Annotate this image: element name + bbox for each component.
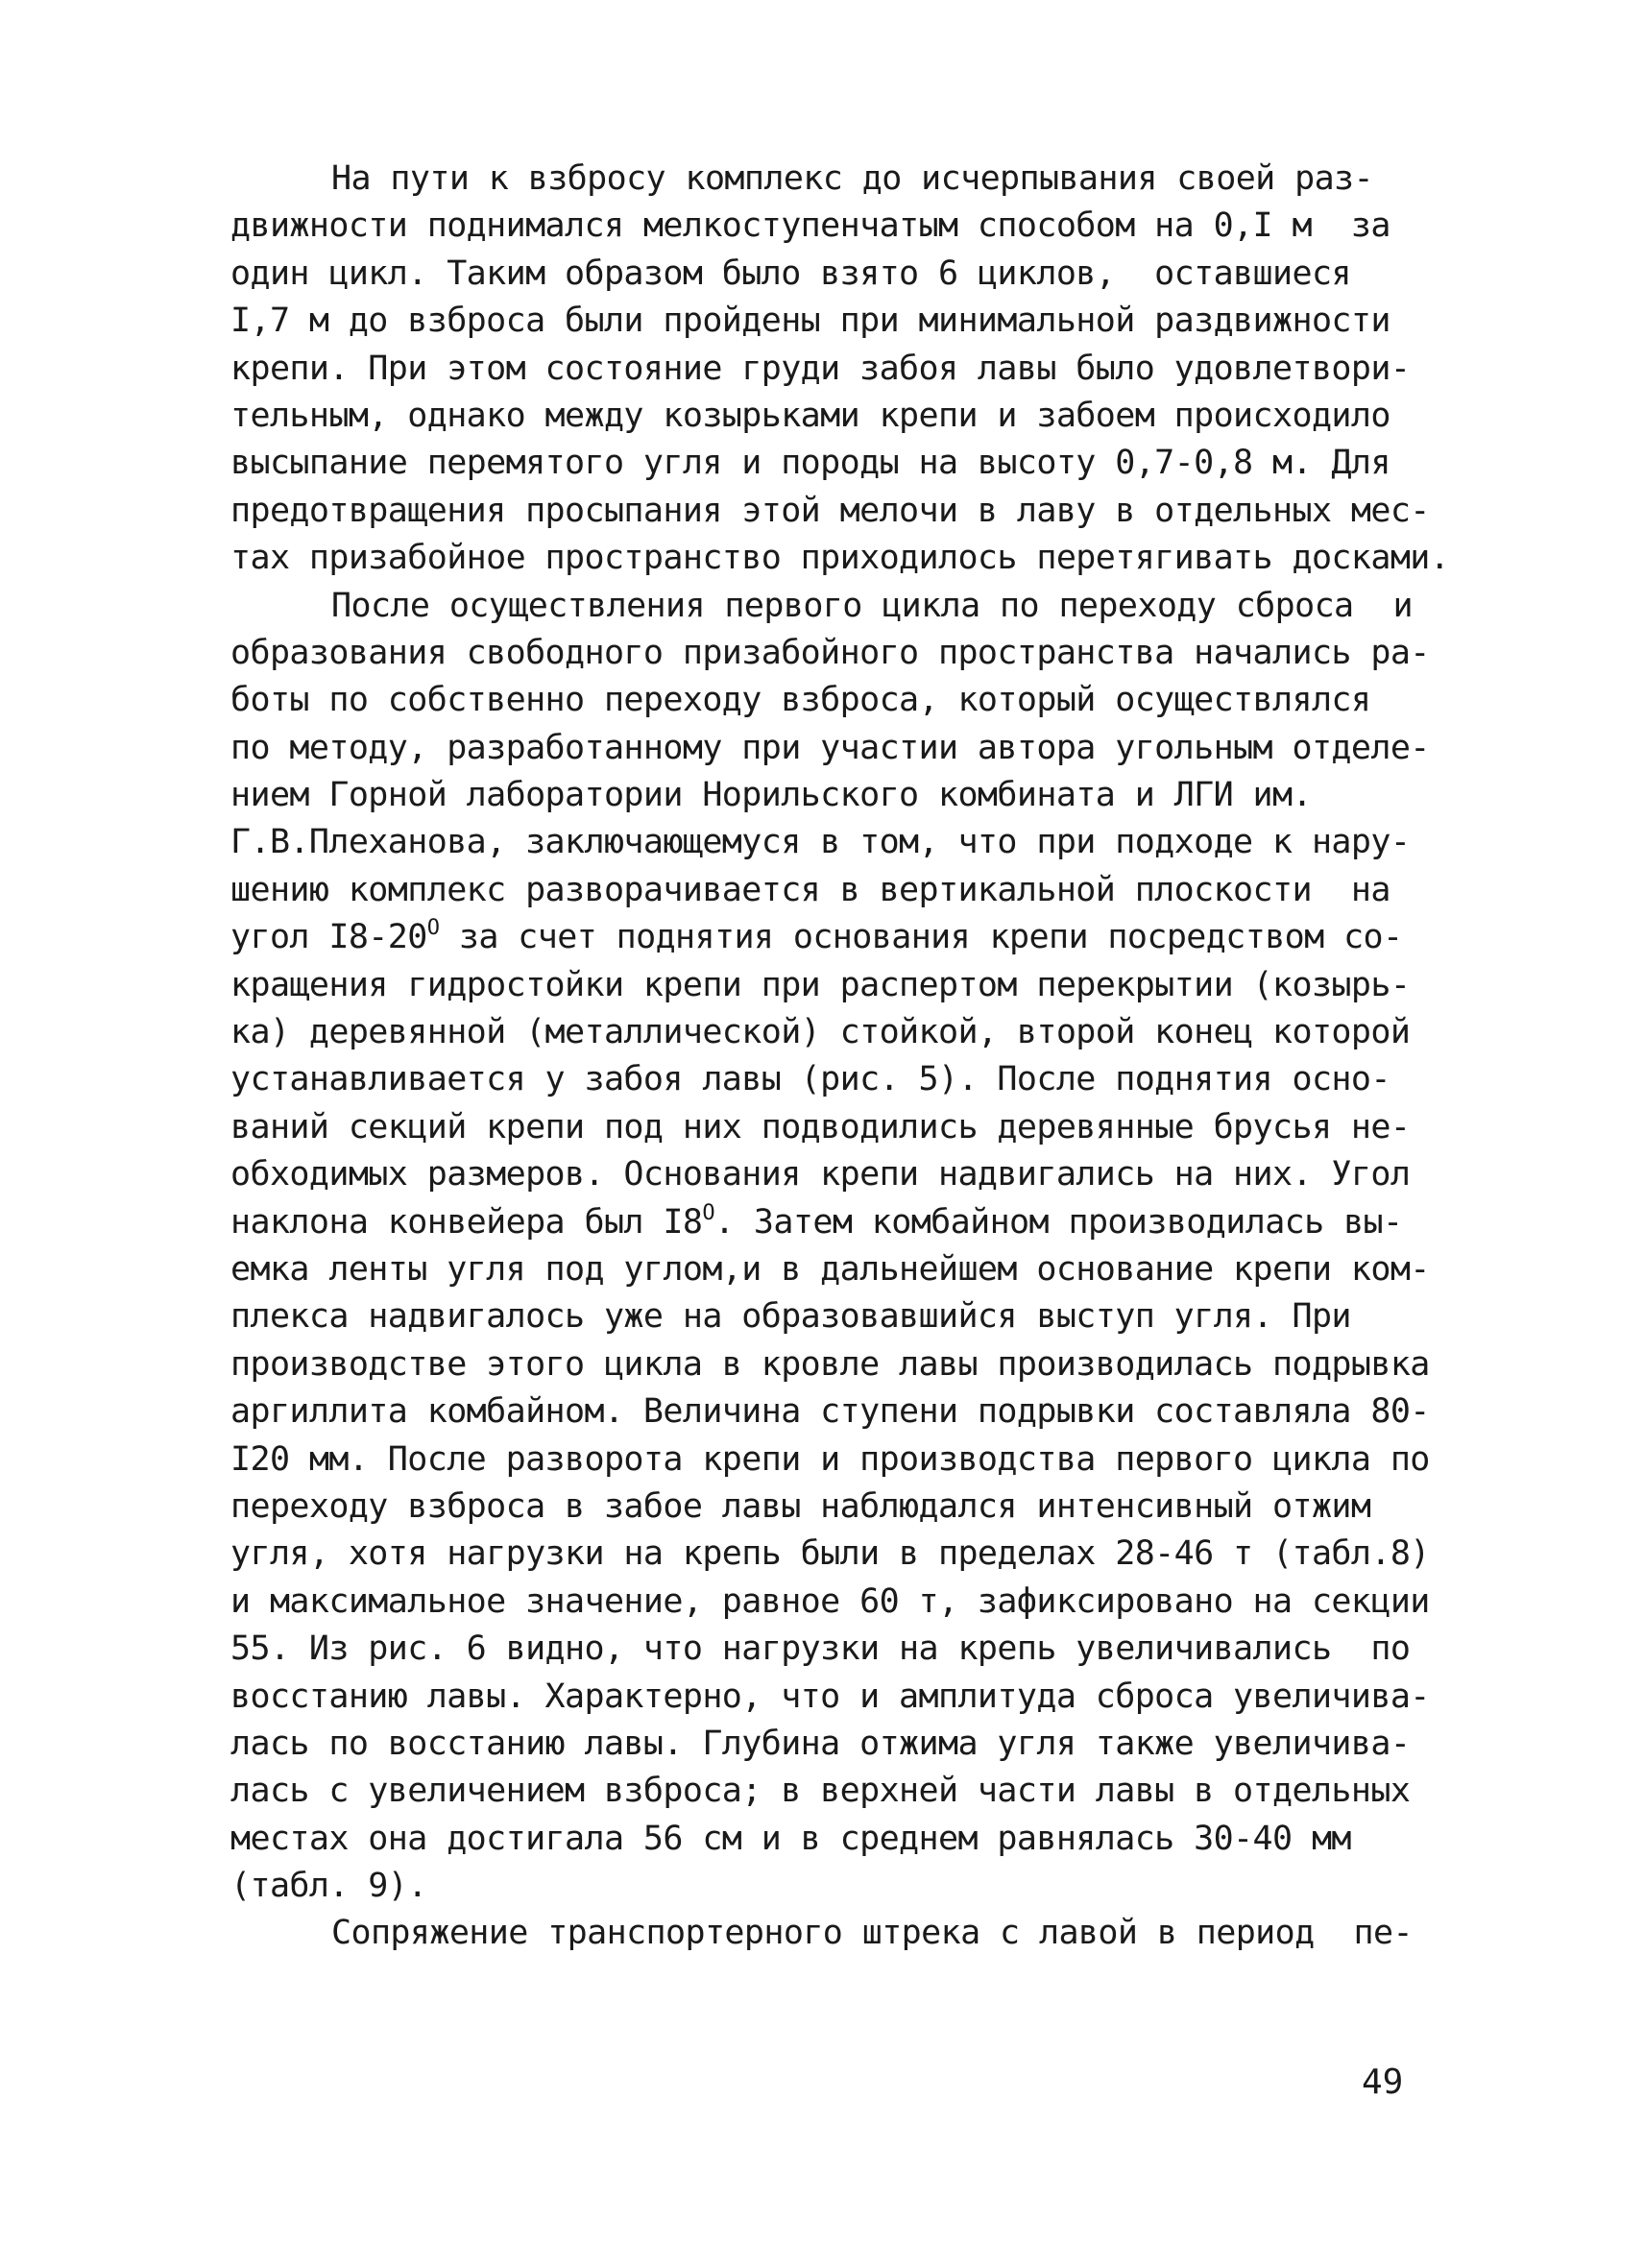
degree-superscript: О	[426, 916, 440, 941]
text-line: I20 мм. После разворота крепи и производства первого цикла по	[230, 1439, 1430, 1479]
text-segment: за счет поднятия основания крепи посредством со-	[439, 918, 1403, 957]
text-line: по методу, разработанному при участии автора угольным отделе-	[230, 728, 1430, 767]
text-line: высыпание перемятого угля и породы на высоту 0,7-0,8 м. Для	[230, 444, 1390, 483]
text-line: один цикл. Таким образом было взято 6 циклов, оставшиеся	[230, 253, 1351, 293]
text-line: образования свободного призабойного пространства начались ра-	[230, 633, 1430, 672]
text-line: лась по восстанию лавы. Глубина отжима угля также увеличива-	[230, 1724, 1411, 1763]
text-line: переходу взброса в забое лавы наблюдался интенсивный отжим	[230, 1486, 1371, 1526]
text-line: кращения гидростойки крепи при распертом перекрытии (козырь-	[230, 965, 1411, 1004]
text-line: устанавливается у забоя лавы (рис. 5). После поднятия осно-	[230, 1060, 1390, 1099]
text-line: ка) деревянной (металлической) стойкой, второй конец которой	[230, 1013, 1411, 1052]
text-line: крепи. При этом состояние груди забоя лавы было удовлетвори-	[230, 349, 1411, 388]
text-line: 55. Из рис. 6 видно, что нагрузки на крепь увеличивались по	[230, 1629, 1411, 1669]
text-line: емка ленты угля под углом,и в дальнейшем основание крепи ком-	[230, 1249, 1430, 1289]
page-number: 49	[1362, 2063, 1404, 2102]
degree-superscript: О	[702, 1200, 714, 1225]
text-line: угля, хотя нагрузки на крепь были в пределах 28-46 т (табл.8)	[230, 1534, 1430, 1574]
text-line: I,7 м до взброса были пройдены при минимальной раздвижности	[230, 302, 1390, 341]
text-line-with-superscript	[230, 914, 1450, 961]
text-line: и максимальное значение, равное 60 т, зафиксировано на секции	[230, 1581, 1430, 1621]
body-text	[230, 156, 1450, 1958]
text-line: После осуществления первого цикла по переходу сброса и	[331, 586, 1413, 625]
text-segment: наклона конвейера был I8	[230, 1202, 703, 1242]
text-line: (табл. 9).	[230, 1867, 427, 1906]
text-line: Сопряжение транспортерного штрека с лавой в период пе-	[331, 1914, 1413, 1953]
text-line: движности поднимался мелкоступенчатым способом на 0,I м за	[230, 206, 1390, 246]
text-line: аргиллита комбайном. Величина ступени подрывки составляла 80-	[230, 1392, 1430, 1432]
text-line: лась с увеличением взброса; в верхней части лавы в отдельных	[230, 1772, 1411, 1811]
text-line: ваний секций крепи под них подводились деревянные брусья не-	[230, 1107, 1411, 1146]
text-line: тах призабойное пространство приходилось перетягивать досками.	[230, 539, 1450, 578]
text-line: плекса надвигалось уже на образовавшийся выступ угля. При	[230, 1297, 1351, 1337]
text-line: Г.В.Плеханова, заключающемуся в том, что при подходе к нару-	[230, 823, 1411, 862]
text-line: боты по собственно переходу взброса, который осуществлялся	[230, 681, 1371, 720]
text-line: На пути к взбросу комплекс до исчерпывания своей раз-	[331, 159, 1374, 198]
text-segment: угол I8-20	[230, 918, 427, 957]
text-line: предотвращения просыпания этой мелочи в лаву в отдельных мес-	[230, 491, 1430, 530]
text-line: тельным, однако между козырьками крепи и забоем происходило	[230, 396, 1390, 435]
text-line: обходимых размеров. Основания крепи надвигались на них. Угол	[230, 1155, 1411, 1194]
text-line: восстанию лавы. Характерно, что и амплитуда сброса увеличива-	[230, 1677, 1430, 1716]
text-line: нием Горной лаборатории Норильского комбината и ЛГИ им.	[230, 776, 1312, 815]
text-segment: . Затем комбайном производилась вы-	[713, 1202, 1403, 1242]
text-line: шению комплекс разворачивается в вертикальной плоскости на	[230, 870, 1390, 909]
text-line: производстве этого цикла в кровле лавы производилась подрывка	[230, 1344, 1430, 1384]
text-line-with-superscript	[230, 1199, 1450, 1246]
text-line: местах она достигала 56 см и в среднем равнялась 30-40 мм	[230, 1819, 1351, 1858]
